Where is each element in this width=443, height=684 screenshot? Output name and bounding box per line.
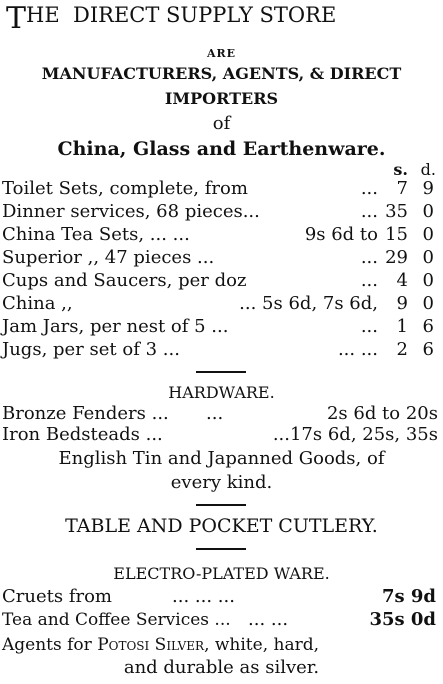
store-title-text: HE DIRECT SUPPLY STORE	[26, 3, 337, 27]
item-name: Cups and Saucers, per doz	[2, 270, 247, 291]
item-name: Bronze Fenders ...	[2, 403, 169, 424]
of-line: of	[212, 113, 231, 134]
section-divider	[196, 548, 246, 550]
item-dots: 9s 6d to	[304, 224, 378, 245]
price-row	[2, 340, 438, 360]
item-price: 35s 0d	[369, 609, 436, 630]
item-pence: 0	[422, 293, 434, 314]
item-pence: 0	[422, 270, 434, 291]
shillings-header: s.	[393, 160, 408, 179]
price-row	[2, 202, 438, 222]
item-name: Jam Jars, per nest of 5 ...	[2, 316, 229, 337]
agents-line-cont: and durable as silver.	[123, 657, 320, 678]
price-row	[2, 225, 438, 245]
item-name: Cruets from	[2, 586, 112, 607]
item-dots: ... ...	[337, 339, 378, 360]
item-pence: 0	[422, 201, 434, 222]
store-title	[6, 1, 436, 36]
item-shillings: 1	[396, 316, 408, 337]
drop-cap: T	[6, 1, 27, 36]
item-shillings: 29	[385, 247, 408, 268]
hardware-heading: HARDWARE.	[168, 383, 275, 402]
item-shillings: 35	[385, 201, 408, 222]
price-row	[2, 179, 438, 199]
hardware-note: English Tin and Japanned Goods, of	[58, 448, 385, 469]
hardware-note-cont: every kind.	[170, 472, 273, 493]
item-name: Toilet Sets, complete, from	[2, 178, 248, 199]
item-price: 2s 6d to 20s	[326, 403, 438, 424]
agents-suffix: , white, hard,	[204, 635, 320, 655]
item-shillings: 4	[396, 270, 408, 291]
item-dots: ...	[360, 247, 378, 268]
item-name: Dinner services, 68 pieces...	[2, 201, 260, 222]
hardware-row	[2, 404, 438, 424]
item-name: China ,,	[2, 293, 73, 314]
item-pence: 9	[422, 178, 434, 199]
item-name: Tea and Coffee Services ...	[2, 610, 231, 630]
item-shillings: 15	[385, 224, 408, 245]
item-dots: ... ...	[248, 609, 289, 630]
section-divider	[196, 371, 246, 373]
price-column-header	[2, 160, 438, 180]
goods-heading: China, Glass and Earthenware.	[57, 138, 386, 160]
electro-heading: ELECTRO-PLATED WARE.	[113, 564, 330, 583]
item-name: Iron Bedsteads ...	[2, 424, 163, 445]
electro-row	[2, 610, 438, 630]
agents-line	[2, 637, 438, 654]
item-pence: 6	[422, 339, 434, 360]
item-shillings: 9	[396, 293, 408, 314]
item-name: Jugs, per set of 3 ...	[2, 339, 180, 360]
agents-brand: Potosi Silver	[97, 635, 205, 655]
item-dots: ... ... ...	[172, 586, 235, 607]
item-name: China Tea Sets, ... ...	[2, 224, 190, 245]
item-dots: ...	[360, 316, 378, 337]
item-dots: ...	[360, 270, 378, 291]
price-row	[2, 248, 438, 268]
subtitle-line: MANUFACTURERS, AGENTS, & DIRECT	[41, 64, 402, 83]
hardware-row	[2, 425, 438, 445]
item-price: 7s 9d	[381, 586, 436, 607]
section-divider	[196, 504, 246, 506]
item-pence: 0	[422, 247, 434, 268]
item-name: Superior ,, 47 pieces ...	[2, 247, 215, 268]
item-shillings: 2	[396, 339, 408, 360]
item-dots: ... 5s 6d, 7s 6d,	[239, 293, 378, 314]
agents-prefix: Agents for	[2, 635, 98, 655]
item-pence: 0	[422, 224, 434, 245]
importers-line: IMPORTERS	[164, 89, 279, 108]
cutlery-heading: TABLE AND POCKET CUTLERY.	[65, 515, 378, 537]
price-row	[2, 294, 438, 314]
item-price: ...17s 6d, 25s, 35s	[272, 424, 438, 445]
item-dots: ...	[360, 178, 378, 199]
pence-header: d.	[420, 160, 436, 179]
item-pence: 6	[422, 316, 434, 337]
electro-row	[2, 587, 438, 607]
price-row	[2, 317, 438, 337]
item-shillings: 7	[396, 178, 408, 199]
price-row	[2, 271, 438, 291]
item-dots: ...	[360, 201, 378, 222]
item-dots: ...	[206, 403, 224, 424]
are-label: ARE	[206, 47, 237, 60]
